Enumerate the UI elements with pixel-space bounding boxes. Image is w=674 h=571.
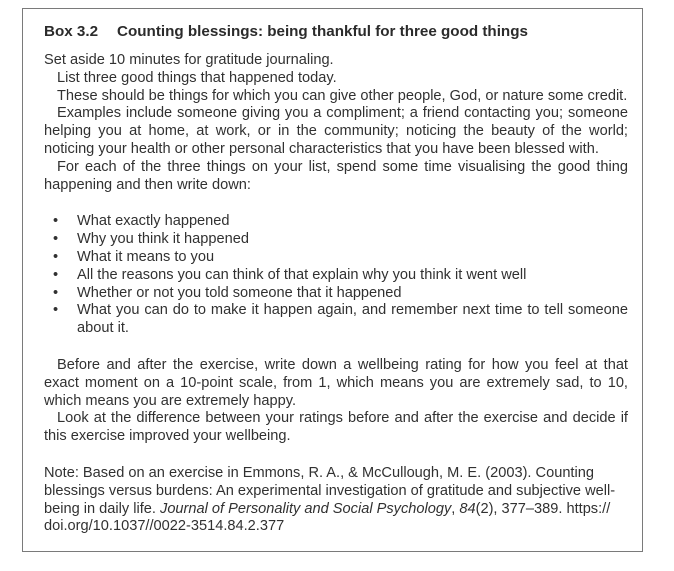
- note-citation: [44, 465, 628, 536]
- bullet-list: [44, 213, 628, 338]
- doi-url-scheme: https://: [566, 500, 611, 517]
- journal-title: Journal of Personality and Social Psychology: [160, 500, 452, 517]
- bullet-item-why-happened: • Why you think it happened: [44, 231, 628, 249]
- paragraph-before-after: Before and after the exercise, write down a wellbeing rating for how you feel at that exact moment on a 10-point scale, from 1, which means you are extremely sad, to 10, which means you are extremely happy.: [44, 356, 628, 409]
- bullet-item-happen-again: • What you can do to make it happen again, and remember next time to tell someone about it.: [44, 302, 628, 338]
- paragraph-examples: Examples include someone giving you a compliment; a friend contacting you; someone helping you at home, at work, or in the community; noticing the beauty of the world; noticing your health or other personal characteristics that you have been blessed with.: [44, 105, 628, 157]
- paragraph-set-aside: Set aside 10 minutes for gratitude journaling.: [44, 52, 334, 68]
- doi-url-path: doi.org/10.1037//0022-3514.84.2.377: [44, 518, 285, 535]
- note-separator: ,: [451, 500, 460, 517]
- bullet-item-told-someone: • Whether or not you told someone that it happened: [44, 285, 628, 303]
- box-heading-text: Counting blessings: being thankful for three good things: [117, 23, 528, 40]
- volume-number: 84: [459, 500, 476, 517]
- note-issue-pages: (2), 377–389.: [475, 500, 567, 517]
- box-title: [44, 22, 628, 42]
- paragraph-these-should: These should be things for which you can give other people, God, or nature some credit.: [57, 87, 628, 104]
- bullet-item-all-reasons: • All the reasons you can think of that explain why you think it went well: [44, 267, 628, 285]
- box-3-2: [22, 8, 643, 552]
- bullet-item-what-happened: • What exactly happened: [44, 213, 628, 231]
- paragraph-list-three: List three good things that happened today.: [57, 69, 337, 86]
- paragraph-look-difference: Look at the difference between your ratings before and after the exercise and decide if this exercise improved your wellbeing.: [44, 410, 628, 445]
- paragraph-for-each: For each of the three things on your list, spend some time visualising the good thing happening and then write down:: [44, 158, 628, 193]
- note-text: Note: Based on an exercise in Emmons, R. A., & McCullough, M. E. (2003). Counting blessings versus burdens: An experimental investigation of gratitude and subjective well-being in daily life.: [44, 464, 616, 517]
- box-number-label: Box 3.2: [44, 23, 99, 40]
- bullet-item-what-means: • What it means to you: [44, 249, 628, 267]
